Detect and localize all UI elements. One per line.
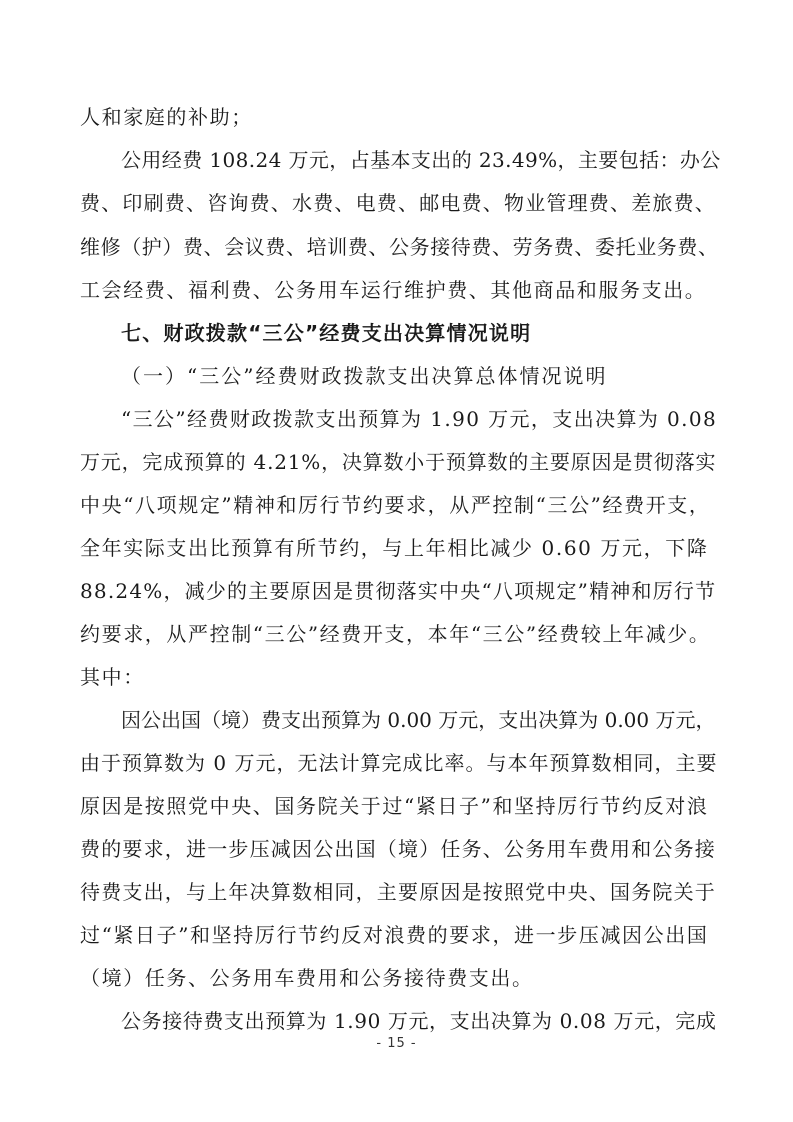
subsection-heading: （一）“三公”经费财政拨款支出决算总体情况说明 xyxy=(121,364,608,388)
text-line: 维修（护）费、会议费、培训费、公务接待费、劳务费、委托业务费、 xyxy=(80,235,719,259)
text-line: 万元，完成预算的 4.21%，决算数小于预算数的主要原因是贯彻落实 xyxy=(80,450,717,474)
section-heading: 七、财政拨款“三公”经费支出决算情况说明 xyxy=(121,321,532,345)
text-line: 待费支出，与上年决算数相同，主要原因是按照党中央、国务院关于 xyxy=(80,880,716,904)
text-line: 约要求，从严控制“三公”经费开支，本年“三公”经费较上年减少。 xyxy=(80,622,711,646)
text-line: 88.24%，减少的主要原因是贯彻落实中央“八项规定”精神和厉行节 xyxy=(80,579,717,603)
text-line: 全年实际支出比预算有所节约，与上年相比减少 0.60 万元，下降 xyxy=(80,536,709,560)
text-line: 公务接待费支出预算为 1.90 万元，支出决算为 0.08 万元，完成 xyxy=(121,1009,717,1033)
text-line: 因公出国（境）费支出预算为 0.00 万元，支出决算为 0.00 万元， xyxy=(121,708,716,732)
text-line: 公用经费 108.24 万元，占基本支出的 23.49%，主要包括：办公 xyxy=(121,148,721,172)
page-number: - 15 - xyxy=(376,1036,417,1051)
text-line: （境）任务、公务用车费用和公务接待费支出。 xyxy=(80,966,534,990)
text-line: 其中： xyxy=(80,665,145,689)
text-line: 费、印刷费、咨询费、水费、电费、邮电费、物业管理费、差旅费、 xyxy=(80,191,716,215)
text-line: 原因是按照党中央、国务院关于过“紧日子”和坚持厉行节约反对浪 xyxy=(80,794,709,818)
text-line: 工会经费、福利费、公务用车运行维护费、其他商品和服务支出。 xyxy=(80,278,707,302)
text-line: 人和家庭的补助； xyxy=(80,105,253,129)
text-line: 过“紧日子”和坚持厉行节约反对浪费的要求，进一步压减因公出国 xyxy=(80,923,709,947)
text-line: 由于预算数为 0 万元，无法计算完成比率。与本年预算数相同，主要 xyxy=(80,751,718,775)
text-line: 中央“八项规定”精神和厉行节约要求，从严控制“三公”经费开支， xyxy=(80,493,711,517)
text-line: “三公”经费财政拨款支出预算为 1.90 万元，支出决算为 0.08 xyxy=(121,407,718,431)
text-line: 费的要求，进一步压减因公出国（境）任务、公务用车费用和公务接 xyxy=(80,837,716,861)
